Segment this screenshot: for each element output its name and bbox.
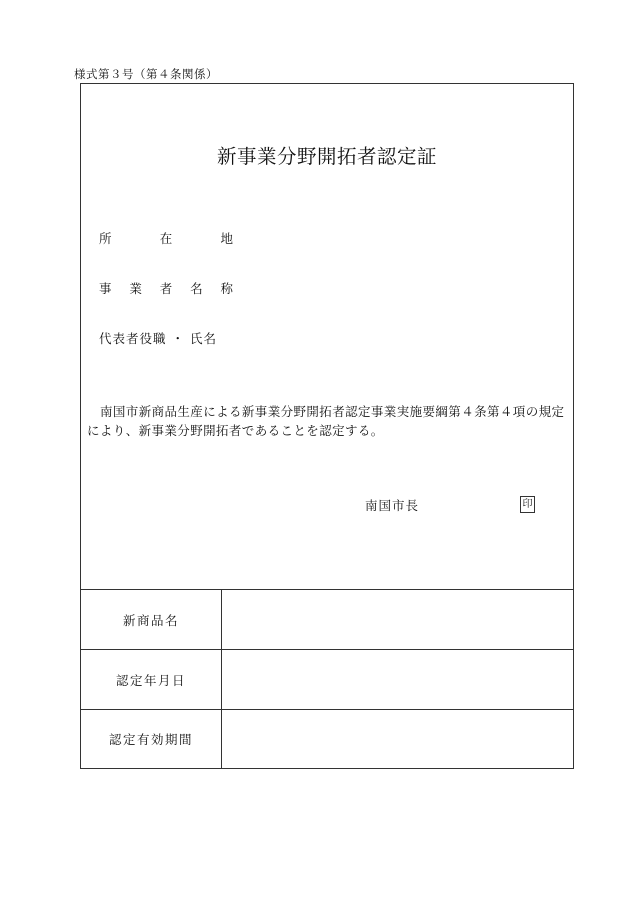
business-name-label-char: 事 — [99, 281, 112, 296]
address-field-label — [99, 229, 233, 247]
certificate-title: 新事業分野開拓者認定証 — [216, 145, 437, 168]
info-table — [80, 589, 574, 769]
new-product-name-label: 新商品名 — [81, 590, 222, 650]
address-label-char: 地 — [220, 231, 233, 246]
representative-field-label: 代表者役職 ・ 氏名 — [99, 331, 217, 346]
table-row — [81, 710, 574, 769]
address-label-char: 所 — [99, 231, 112, 246]
new-product-name-value[interactable] — [222, 590, 574, 650]
business-name-field-label — [99, 279, 233, 297]
business-name-label-char: 名 — [190, 281, 203, 296]
business-name-label-char: 称 — [220, 281, 233, 296]
certification-date-label: 認定年月日 — [81, 650, 222, 710]
seal-mark: 印 — [520, 496, 535, 513]
form-number: 様式第３号（第４条関係） — [74, 67, 218, 81]
table-row — [81, 590, 574, 650]
address-label-char: 在 — [159, 231, 173, 246]
table-row — [81, 650, 574, 710]
business-name-label-char: 業 — [129, 281, 142, 296]
business-name-label-char: 者 — [159, 281, 173, 296]
certification-date-value[interactable] — [222, 650, 574, 710]
certificate-frame — [80, 83, 574, 769]
validity-period-value[interactable] — [222, 710, 574, 769]
signer-title: 南国市長 — [365, 498, 420, 513]
validity-period-label: 認定有効期間 — [81, 710, 222, 769]
certification-text: 南国市新商品生産による新事業分野開拓者認定事業実施要綱第４条第４項の規定により、新事業分野開拓者であることを認定する。 — [87, 404, 565, 438]
